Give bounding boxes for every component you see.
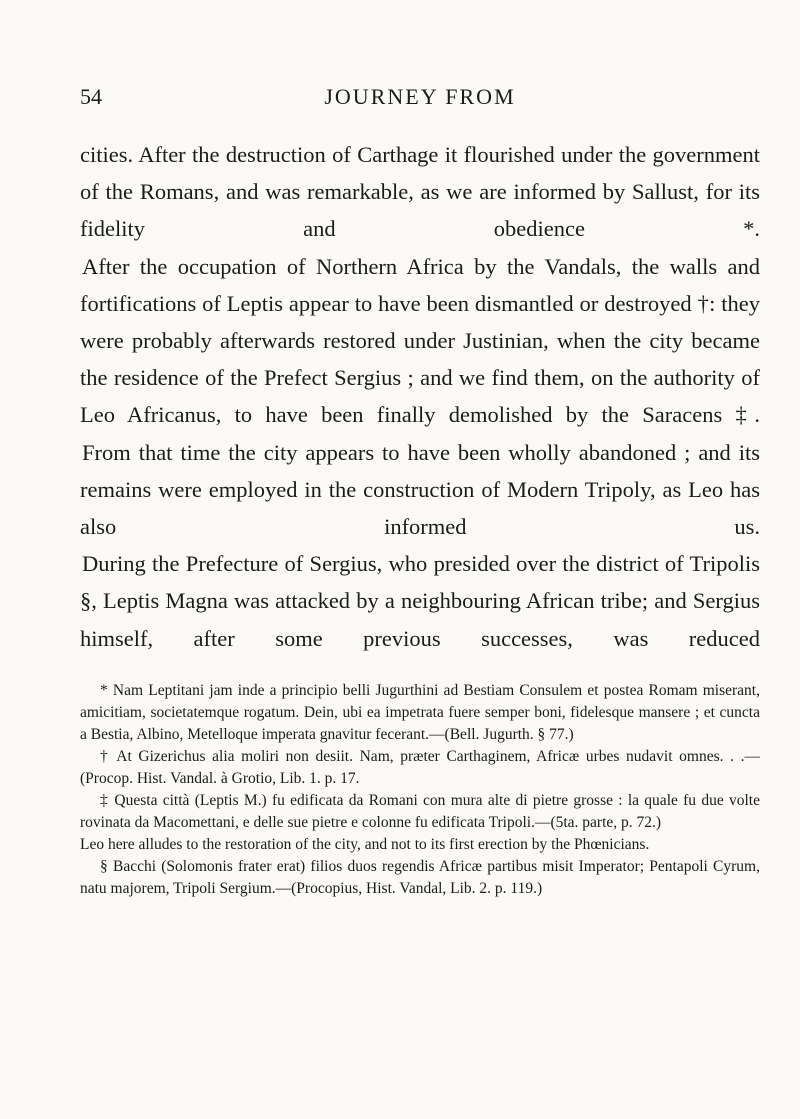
footnote: § Bacchi (Solomonis frater erat) filios duos regendis Africæ partibus misit Imperator; Pentapoli Cyrum, natu majorem, Tripoli Sergium.—(Procopius, Hist. Vandal, Lib. 2. p. 119.) <box>80 858 760 897</box>
page-number: 54 <box>80 84 102 109</box>
footnote-note: Leo here alludes to the restoration of the city, and not to its first erection by the Phœnicians. <box>80 836 650 853</box>
body-paragraph: During the Prefecture of Sergius, who presided over the district of Tripolis §, Leptis Magna was attacked by a neighbouring African tribe; and Sergius himself, after some previous successes, was reduced <box>80 551 760 651</box>
main-text <box>80 136 760 657</box>
footnote: † At Gizerichus alia moliri non desiit. Nam, præter Carthaginem, Africæ urbes nudavit omnes. . .—(Procop. Hist. Vandal. à Grotio, Lib. 1. p. 17. <box>80 748 760 787</box>
footnote: * Nam Leptitani jam inde a principio belli Jugurthini ad Bestiam Consulem et postea Romam miserant, amicitiam, societatemque rogatum. Dein, ubi ea impetrata fuere semper boni, fidelesque mansere ; et cuncta a Bestia, Albino, Metelloque imperata gnavitur fecerant.—(Bell. Jugurth. § 77.) <box>80 682 760 743</box>
body-paragraph: cities. After the destruction of Carthage it flourished under the government of the Romans, and was remarkable, as we are informed by Sallust, for its fidelity and obedience *. <box>80 142 760 242</box>
footnotes <box>80 680 760 900</box>
running-head <box>80 84 760 114</box>
body-paragraph: From that time the city appears to have been wholly abandoned ; and its remains were employed in the construction of Modern Tripoly, as Leo has also informed us. <box>80 439 760 540</box>
running-title: JOURNEY FROM <box>324 84 516 109</box>
footnote: ‡ Questa città (Leptis M.) fu edificata da Romani con mura alte di pietre grosse : la quale fu due volte rovinata da Macomettani, e delle sue pietre e colonne fu edificata Tripoli.—(5ta. parte, p. 72.) <box>80 792 760 831</box>
body-paragraph: After the occupation of Northern Africa by the Vandals, the walls and fortifications of Leptis appear to have been dismantled or destroyed †: they were probably afterwards restored under Justinian, when the city became the residence of the Prefect Sergius ; and we find them, on the authority of Leo Africanus, to have been finally demolished by the Saracens ‡. <box>80 253 760 428</box>
